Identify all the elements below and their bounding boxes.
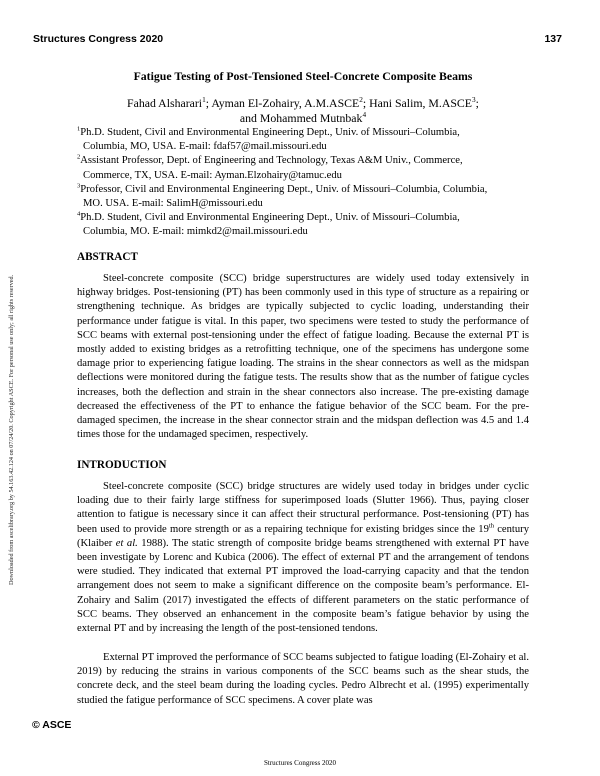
affiliation-contact: Columbia, MO. E-mail: mimkd2@mail.missouri.edu xyxy=(83,226,308,238)
affiliation-2 xyxy=(77,154,529,182)
affiliation-text: Ph.D. Student, Civil and Environmental Engineering Dept., Univ. of Missouri–Columbia, xyxy=(80,127,460,138)
affiliation-contact: Commerce, TX, USA. E-mail: Ayman.Elzohairy@tamuc.edu xyxy=(83,169,342,181)
author-1: Fahad Alsharari xyxy=(127,96,203,110)
author-4-marker: 4 xyxy=(362,109,367,119)
download-notice-text: Downloaded from ascelibrary.org by 54.163.42.124 on 07/24/20. Copyright ASCE. For personal use only; all rights reserved. xyxy=(8,274,15,585)
affiliation-marker: 1 xyxy=(77,125,81,133)
author-list xyxy=(77,96,529,125)
author-4: and Mohammed Mutnbak xyxy=(239,110,363,125)
author-line-2 xyxy=(77,111,529,126)
affiliation-text: Professor, Civil and Environmental Engineering Dept., Univ. of Missouri–Columbia, Columbia, xyxy=(80,183,488,195)
author-3-marker: 3 xyxy=(472,95,476,105)
affiliation-3 xyxy=(77,183,529,211)
introduction-paragraph-1 xyxy=(77,480,529,636)
affiliations xyxy=(77,126,529,240)
introduction-paragraph-2: External PT improved the performance of SCC beams subjected to fatigue loading (El-Zohairy et al. 2019) by reducing the strains in various components of the SCC beams such as the shear studs, the concrete deck, and the steel beam during the loading cycles. Pedro Albrecht et al. (1995) experimentally studied the fatigue performance of SCC specimens. A cover plate was xyxy=(77,652,529,706)
affiliation-1 xyxy=(77,126,529,154)
affiliation-marker: 4 xyxy=(77,210,81,218)
author-2-marker: 2 xyxy=(359,95,363,105)
paragraph-text: century (Klaiber xyxy=(77,523,529,549)
paragraph-text: Steel-concrete composite (SCC) bridge structures are widely used today in bridges under cyclic loading due to their fairly large stiffness for superimposed loads (Slutter 1966). Thus, paying closer attention to fatigue is necessary since it can affect their structural performance. Post-tensioning (PT) has been used to provide more strength or as a repairing technique for existing bridges since the 19 xyxy=(77,481,529,535)
abstract-heading: ABSTRACT xyxy=(77,251,138,263)
affiliation-contact: Columbia, MO, USA. E-mail: fdaf57@mail.missouri.edu xyxy=(83,141,327,153)
author-separator: ; xyxy=(475,96,479,110)
abstract-text: Steel-concrete composite (SCC) bridge superstructures are widely used today extensively in highway bridges. Post-tensioning (PT) has been commonly used in this type of structure as a repairing or strengthening technique. As bridges are typically subjected to cyclic loading, understanding their performance under fatigue is vital. In this paper, two specimens were tested to study the performance of SCC beams with external post-tensioning under the effect of fatigue loading. Because the external PT is mostly added to existing bridges as a retrofitting technique, one of the specimens has undergone some damage prior to experiencing fatigue loading. The strains in the shear connectors as well as the midspan deflections were monitored during the fatigue tests. The results show that as the number of fatigue cycles increases, both the deflection and strain in the shear connectors also increase. The pre-existing damage decreased the effectiveness of the PT to enhance the fatigue behavior of the SCC beam. For the pre-damaged specimen, the increase in the shear connector strain and the midspan deflection was 4.5 and 1.4 times those for the undamaged specimen, respectively. xyxy=(77,273,529,441)
introduction-heading: INTRODUCTION xyxy=(77,459,167,471)
affiliation-text: Assistant Professor, Dept. of Engineering and Technology, Texas A&M Univ., Commerce, xyxy=(80,155,463,167)
citation-etal: et al. xyxy=(115,537,138,549)
publisher-mark: © ASCE xyxy=(32,719,72,731)
affiliation-contact: MO. USA. E-mail: SalimH@missouri.edu xyxy=(83,198,263,210)
footer-conference: Structures Congress 2020 xyxy=(264,759,336,767)
ordinal-suffix: th xyxy=(488,522,494,530)
paragraph-text: 1988). The static strength of composite bridge beams strengthened with external PT have been investigate by Lorenc and Kubica (2006). The effect of external PT and the arrangement of tendons were studied. They indicated that external PT improved the load-carrying capacity and that the tendon arrangement does not seem to make a significant difference on the composite beam’s performance. El-Zohairy and Salim (2017) investigated the effects of different parameters on the static performance of SCC beams. They observed an enhancement in the composite beam’s fatigue behavior by using the external PT and by increasing the length of the post-tensioned tendons. xyxy=(77,537,529,635)
page-number: 137 xyxy=(544,33,562,45)
affiliation-marker: 2 xyxy=(77,153,81,161)
author-line-1 xyxy=(77,96,529,111)
affiliation-4 xyxy=(77,211,529,239)
author-3: Hani Salim, M.ASCE xyxy=(369,96,473,110)
download-notice xyxy=(0,205,16,585)
author-2: Ayman El-Zohairy, A.M.ASCE xyxy=(211,96,360,110)
affiliation-text: Ph.D. Student, Civil and Environmental Engineering Dept., Univ. of Missouri–Columbia, xyxy=(80,212,460,224)
paper-title: Fatigue Testing of Post-Tensioned Steel-Concrete Composite Beams xyxy=(133,69,473,83)
running-header-title: Structures Congress 2020 xyxy=(33,33,164,45)
affiliation-marker: 3 xyxy=(77,182,81,190)
author-1-marker: 1 xyxy=(202,95,206,105)
author-separator: ; xyxy=(362,96,370,110)
author-separator: ; xyxy=(205,96,212,110)
